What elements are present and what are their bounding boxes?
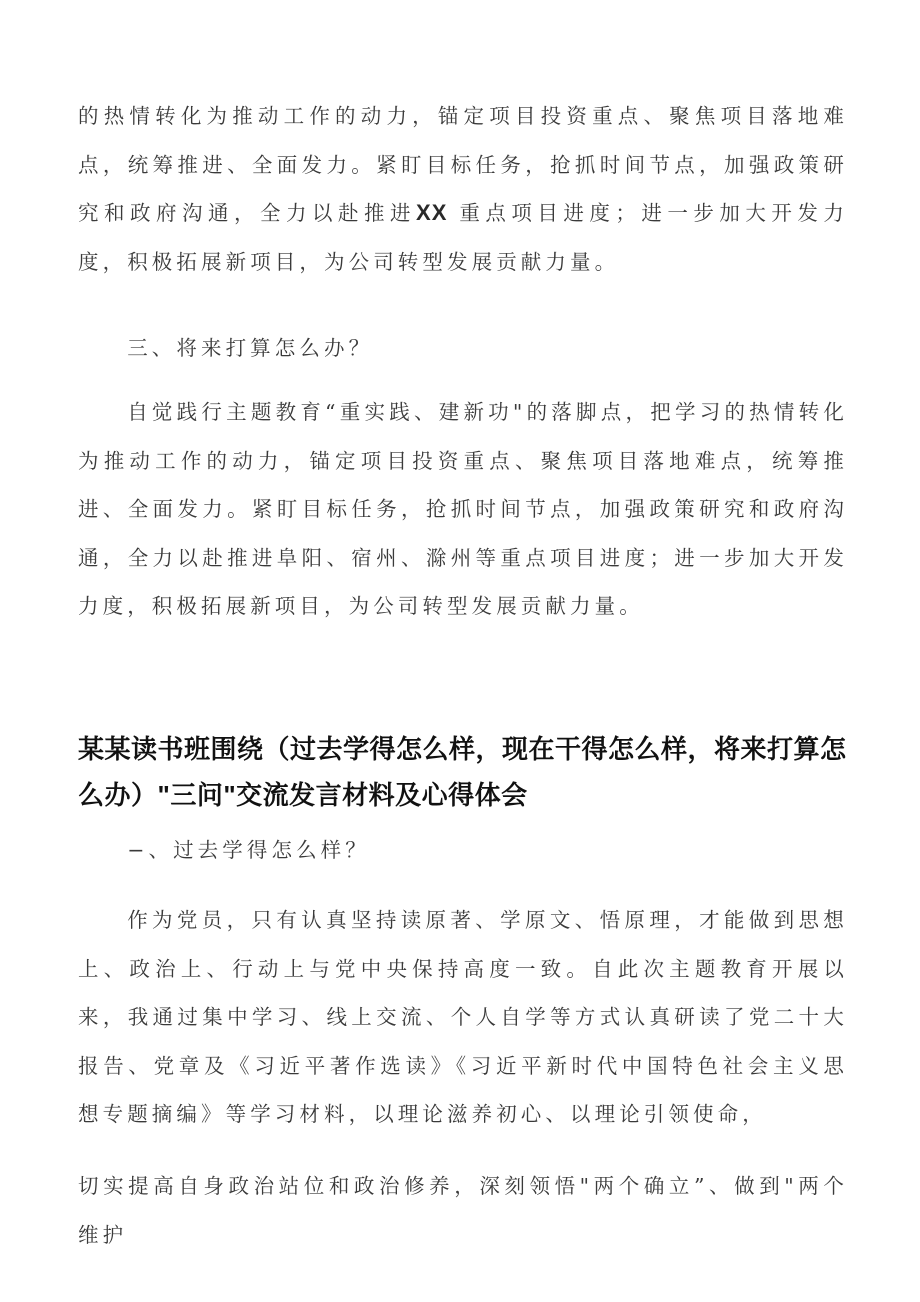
- paragraph-future-plan: 自觉践行主题教育“重实践、建新功"的落脚点，把学习的热情转化为推动工作的动力，锚定项目投资重点、聚焦项目落地难点，统筹推进、全面发力。紧盯目标任务，抢抓时间节点，加强政策研究和政府沟通，全力以赴推进阜阳、宿州、滁州等重点项目进度；进一步加大开发力度，积极拓展新项目，为公司转型发展贡献力量。: [78, 400, 848, 618]
- paragraph-political-stance: 切实提高自身政治站位和政治修养，深刻领悟"两个确立”、做到"两个维护: [78, 1174, 848, 1247]
- paragraph-past-study: 作为党员，只有认真坚持读原著、学原文、悟原理，才能做到思想上、政治上、行动上与党中央保持高度一致。自此次主题教育开展以来，我通过集中学习、线上交流、个人自学等方式认真研读了党二十大报告、党章及《习近平著作选读》《习近平新时代中国特色社会主义思想专题摘编》等学习材料，以理论滋养初心、以理论引领使命，: [78, 908, 848, 1126]
- article-title: 某某读书班围绕（过去学得怎么样，现在干得怎么样，将来打算怎么办）"三问"交流发言材料及心得体会: [78, 734, 847, 810]
- paragraph-text-part-2: 重点项目进度；进一步加大开发力度，积极拓展新项目，为公司转型发展贡献力量。: [78, 201, 848, 274]
- sub-heading-past-study: −、过去学得怎么样？: [127, 838, 370, 862]
- paragraph-continuation: [78, 92, 848, 286]
- placeholder-xx: XX: [416, 200, 448, 225]
- sub-heading-future-plan: 三、将来打算怎么办？: [127, 336, 374, 360]
- paragraph-text-part-1: 的热情转化为推动工作的动力，锚定项目投资重点、聚焦项目落地难点，统筹推进、全面发力。紧盯目标任务，抢抓时间节点，加强政策研究和政府沟通，全力以赴推进: [78, 104, 848, 225]
